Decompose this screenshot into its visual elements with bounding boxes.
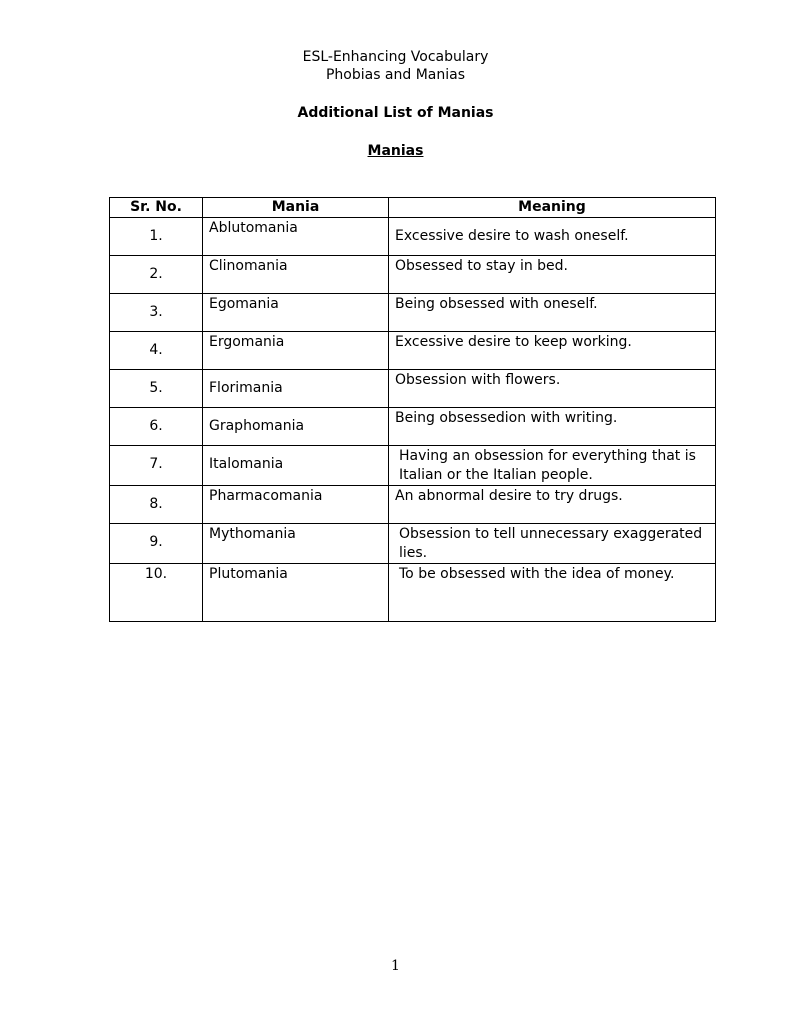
table-row [110,332,716,370]
table-row [110,446,716,486]
mania-meaning: Obsession to tell unnecessary exaggerated lies. [389,524,716,564]
mania-meaning: Being obsessed with oneself. [389,294,716,332]
table-row [110,294,716,332]
mania-meaning: Obsessed to stay in bed. [389,256,716,294]
table-row [110,564,716,622]
mania-name: Ergomania [203,332,389,370]
mania-meaning: Excessive desire to keep working. [389,332,716,370]
document-title: ESL-Enhancing Vocabulary [302,49,489,65]
mania-meaning: An abnormal desire to try drugs. [389,486,716,524]
mania-name: Florimania [203,370,389,408]
mania-meaning: To be obsessed with the idea of money. [389,564,716,622]
section-heading: Manias [367,143,424,159]
document-subtitle: Phobias and Manias [325,67,466,83]
table-row [110,256,716,294]
row-number: 6. [110,408,203,446]
column-header-mania: Mania [203,198,389,218]
page-number: 1 [391,958,400,974]
mania-name: Pharmacomania [203,486,389,524]
manias-table-container [109,197,715,622]
column-header-sr-no: Sr. No. [110,198,203,218]
manias-table [109,197,716,622]
mania-meaning: Having an obsession for everything that is Italian or the Italian people. [389,446,716,486]
table-row [110,370,716,408]
table-row [110,408,716,446]
table-row [110,486,716,524]
mania-meaning: Obsession with flowers. [389,370,716,408]
row-number: 2. [110,256,203,294]
mania-name: Ablutomania [203,218,389,256]
row-number: 10. [110,564,203,622]
table-row [110,524,716,564]
mania-name: Egomania [203,294,389,332]
column-header-meaning: Meaning [389,198,716,218]
row-number: 9. [110,524,203,564]
row-number: 5. [110,370,203,408]
table-header-row [110,198,716,218]
row-number: 4. [110,332,203,370]
row-number: 1. [110,218,203,256]
row-number: 3. [110,294,203,332]
row-number: 7. [110,446,203,486]
mania-name: Clinomania [203,256,389,294]
mania-name: Mythomania [203,524,389,564]
mania-name: Plutomania [203,564,389,622]
mania-name: Italomania [203,446,389,486]
row-number: 8. [110,486,203,524]
table-row [110,218,716,256]
mania-meaning: Excessive desire to wash oneself. [389,218,716,256]
mania-meaning: Being obsessedion with writing. [389,408,716,446]
mania-name: Graphomania [203,408,389,446]
list-title: Additional List of Manias [297,105,494,121]
